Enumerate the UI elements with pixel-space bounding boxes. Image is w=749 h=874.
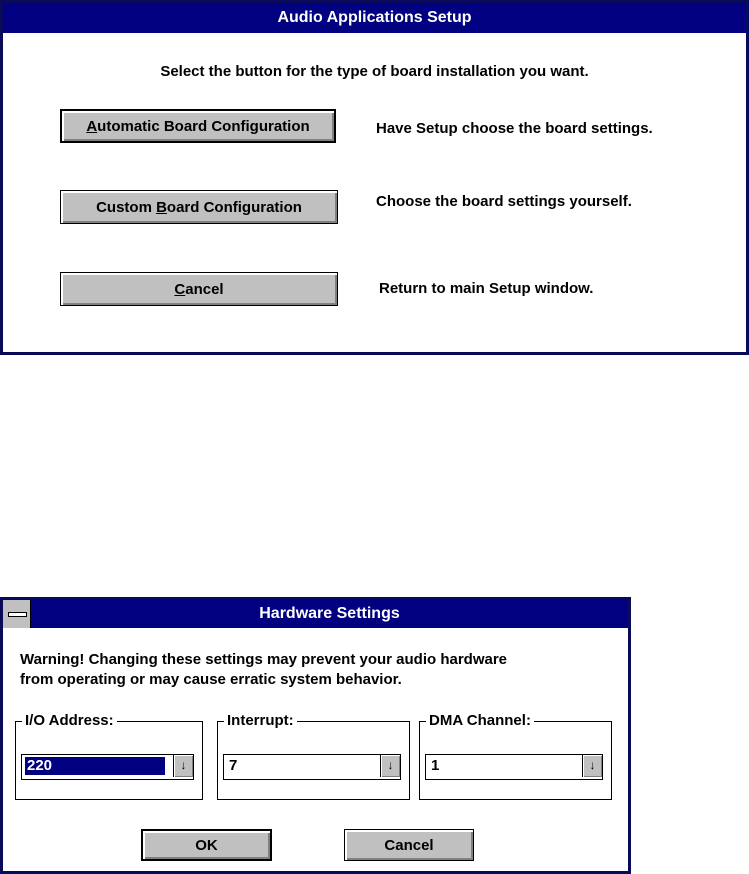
io-address-select[interactable] <box>21 754 194 780</box>
interrupt-group <box>217 712 410 800</box>
io-address-label: I/O Address: <box>22 712 117 730</box>
cancel-description: Return to main Setup window. <box>379 280 594 297</box>
button-mnemonic: B <box>156 198 167 216</box>
custom-board-configuration-button[interactable] <box>60 190 338 224</box>
interrupt-select[interactable] <box>223 754 401 780</box>
dma-channel-group <box>419 712 612 800</box>
interrupt-value: 7 <box>229 757 238 774</box>
hardware-title-text: Hardware Settings <box>259 605 400 622</box>
button-mnemonic: C <box>174 280 186 298</box>
custom-description: Choose the board settings yourself. <box>376 193 632 210</box>
dropdown-arrow-icon[interactable]: ↓ <box>582 755 602 777</box>
ok-button[interactable]: OK <box>141 829 272 861</box>
interrupt-label: Interrupt: <box>224 712 297 730</box>
dropdown-arrow-icon[interactable]: ↓ <box>173 755 193 777</box>
warning-line-1: Warning! Changing these settings may prevent your audio hardware <box>20 651 508 668</box>
io-address-value: 220 <box>25 757 165 775</box>
automatic-board-configuration-button[interactable] <box>60 109 336 143</box>
dma-channel-value: 1 <box>431 757 440 774</box>
dropdown-arrow-icon[interactable]: ↓ <box>380 755 400 777</box>
button-text: Custom <box>96 198 157 216</box>
button-text: ancel <box>185 280 224 298</box>
dma-channel-select[interactable] <box>425 754 603 780</box>
automatic-description: Have Setup choose the board settings. <box>376 120 653 137</box>
hardware-settings-dialog <box>0 597 631 874</box>
audio-setup-title: Audio Applications Setup <box>3 3 746 33</box>
hardware-settings-title <box>3 600 628 628</box>
dma-channel-label: DMA Channel: <box>426 712 534 730</box>
button-mnemonic: A <box>86 117 98 135</box>
io-address-group <box>15 712 203 800</box>
system-menu-icon[interactable] <box>3 600 31 628</box>
cancel-button[interactable] <box>60 272 338 306</box>
audio-setup-dialog <box>0 0 749 355</box>
button-text: utomatic Board Configuration <box>97 117 310 135</box>
button-text: oard Configuration <box>166 198 302 216</box>
hardware-cancel-button[interactable]: Cancel <box>344 829 474 861</box>
warning-line-2: from operating or may cause erratic system behavior. <box>20 671 402 688</box>
setup-instruction: Select the button for the type of board installation you want. <box>160 63 589 80</box>
